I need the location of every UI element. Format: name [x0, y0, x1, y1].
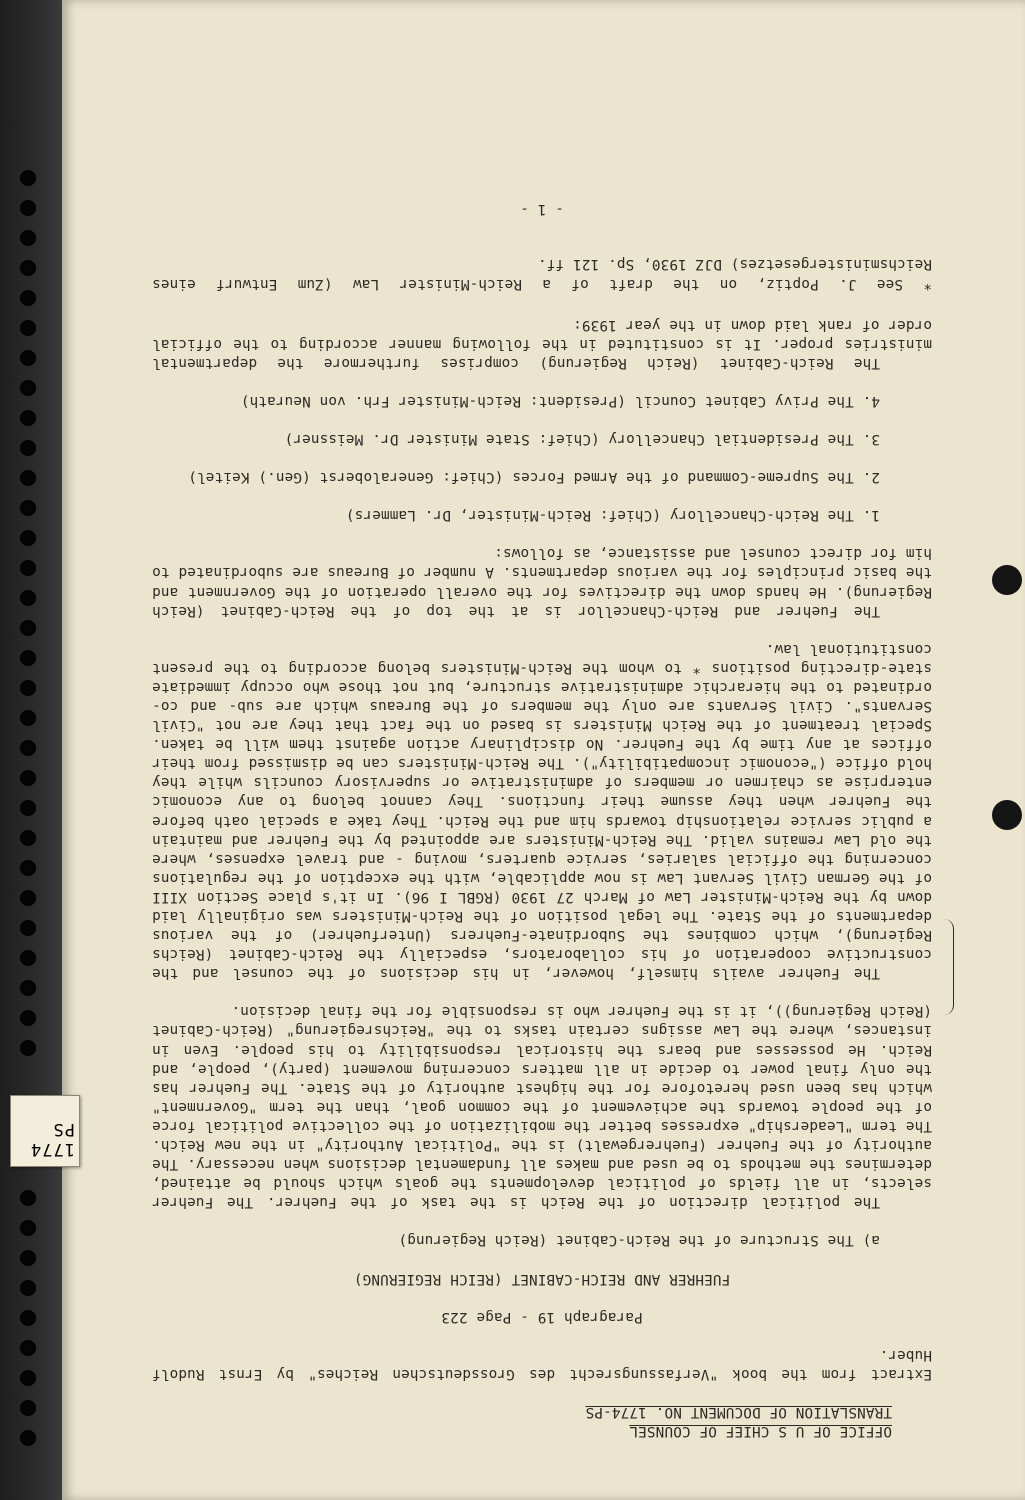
list-item: 4. The Privy Cabinet Council (President: Reich-Minister Frh. von Neurath) [240, 392, 880, 409]
binder-hole [20, 980, 36, 996]
binder-hole [20, 1310, 36, 1326]
binder-hole [20, 1430, 36, 1446]
section-heading: a) The Structure of the Reich-Cabinet (Reich Regierung) [398, 1232, 880, 1249]
binder-hole [20, 860, 36, 876]
binder-hole [20, 1280, 36, 1296]
header-line-1: OFFICE OF U S CHIEF OF COUNSEL [629, 1423, 892, 1439]
binder-hole [20, 230, 36, 246]
document-body-rotated [152, 40, 932, 1440]
binder-hole [20, 200, 36, 216]
binder-hole [20, 740, 36, 756]
binder-hole [20, 470, 36, 486]
binder-hole [20, 530, 36, 546]
binder-hole [20, 710, 36, 726]
binder-hole [20, 680, 36, 696]
paragraph-4: The Reich-Cabinet (Reich Regierung) comprises furthermore the departmental ministries proper. It is constituted in the following manner according to the official order of rank laid down in the year 1939: [152, 316, 932, 371]
binder-hole [20, 320, 36, 336]
binder-hole [20, 1040, 36, 1056]
binder-hole [20, 650, 36, 666]
punch-hole [992, 565, 1022, 595]
paragraph-2: The Fuehrer avails himself, however, in his decisions of the counsel and the constructive cooperation of his collaborators, especially the Reich-Cabinet (Reichs Regierung), which combines the Subordinate-Fuehrers (Unterfuehrer) of the various departments of the State. The legal position of the Reich-Ministers was originally laid down by the Reich-Minister Law of March 27 1930 (RGBL I 96). In it's place Section XIII of the German Civil Servant Law is now applicable, with the exception of the regulations concerning the official salaries, service quarters, moving - and travel expenses, where the old Law remains valid. The Reich-Ministers are appointed by the Fuehrer and maintain a public service relationship towards him and the Reich. They take a special oath before the Fuehrer when they assume their functions. They cannot belong to any economic enterprise as chairmen or members of administrative or supervisory councils while they hold office ("economic incompatibility"). The Reich-Ministers can be dismissed from their offices at any time by the Fuehrer. No disciplinary action against them will be taken. Special treatment of the Reich Ministers is based on the fact that they are not "Civil Servants". Civil Servants are only the members of the Bureaus which are sub- and co-ordinated to the hierarchic administrative structure, but not those who occupy immediate state-directing positions * to whom the Reich-Ministers belong according to the present constitutional law. [152, 640, 932, 982]
binder-hole [20, 620, 36, 636]
margin-bracket [943, 919, 954, 1015]
header-line-2: TRANSLATION OF DOCUMENT NO. 1774-PS [585, 1403, 892, 1420]
extract-line: Extract from the book "Verfassungsrecht des Grossdeutschen Reiches" by Ernst Rudolf Huber. [152, 1346, 932, 1382]
binder-hole [20, 440, 36, 456]
document-header [152, 1402, 892, 1440]
binder-hole [20, 590, 36, 606]
binder-hole [20, 920, 36, 936]
binder-hole [20, 290, 36, 306]
list-item: 1. The Reich-Chancellory (Chief: Reich-Minister, Dr. Lammers) [345, 507, 880, 524]
binder-hole [20, 170, 36, 186]
binder-hole [20, 800, 36, 816]
paragraph-3: The Fuehrer and Reich-Chancellor is at the top of the Reich-Cabinet (Reich Regierung). He hands down the directives for the overall operation of the Government and the basic principles for the various departments. A number of Bureaus are subordinated to him for direct counsel and assistance, as follows: [152, 545, 932, 619]
binder-hole [20, 1220, 36, 1236]
binder-strip [0, 0, 62, 1500]
binder-hole [20, 1250, 36, 1266]
tab-label: 1774 PS [30, 1119, 75, 1159]
document-tab [10, 1095, 80, 1167]
document-page [30, 0, 1025, 1500]
binder-hole [20, 950, 36, 966]
binder-hole [20, 1400, 36, 1416]
binder-hole [20, 1340, 36, 1356]
page-number: - 1 - [520, 201, 564, 218]
paragraph-reference: Paragraph 19 - Page 223 [441, 1308, 643, 1325]
binder-hole [20, 560, 36, 576]
binder-hole [20, 1190, 36, 1206]
list-item: 3. The Presidential Chancellory (Chief: State Minister Dr. Meissner) [284, 431, 880, 448]
list-item: 2. The Supreme-Command of the Armed Forces (Chief: Generaloberst (Gen.) Keitel) [188, 469, 880, 486]
binder-hole [20, 770, 36, 786]
binder-hole [20, 410, 36, 426]
footnote: * See J. Poptiz, on the draft of a Reich-Minister Law (Zum Entwurf eines Reichsministergesetzes) DJZ 1930, Sp. 121 ff. [152, 256, 932, 292]
binder-hole [20, 380, 36, 396]
paragraph-1: The political direction of the Reich is the task of the Fuehrer. The Fuehrer selects, in all fields of political developments the goals which should be attained, determines the methods to be used and makes all fundamental decisions when necessary. The authority of the Fuehrer (Fuehrergewalt) is the "Political Authority" in the new Reich. The term "Leadership" expresses better the mobilization of the collective political force of the people towards the achievement of the common goal, than the term "Government" which has been used heretofore for the highest authority of the State. The Fuehrer has the only final power to decide in all matters concerning movement (party), people, and Reich. He possesses and bears the historical responsibility to his people. Even in instances, where the Law assigns certain tasks to the "Reichsregierung" (Reich-Cabinet (Reich Regierung)), it is the Fuehrer who is responsible for the final decision. [152, 1003, 932, 1211]
punch-hole [992, 800, 1022, 830]
binder-hole [20, 500, 36, 516]
binder-hole [20, 350, 36, 366]
binder-hole [20, 260, 36, 276]
binder-hole [20, 1370, 36, 1386]
binder-hole [20, 1010, 36, 1026]
binder-hole [20, 830, 36, 846]
binder-hole [20, 890, 36, 906]
document-title: FUEHRER AND REICH-CABINET (REICH REGIERUNG) [353, 1270, 731, 1287]
